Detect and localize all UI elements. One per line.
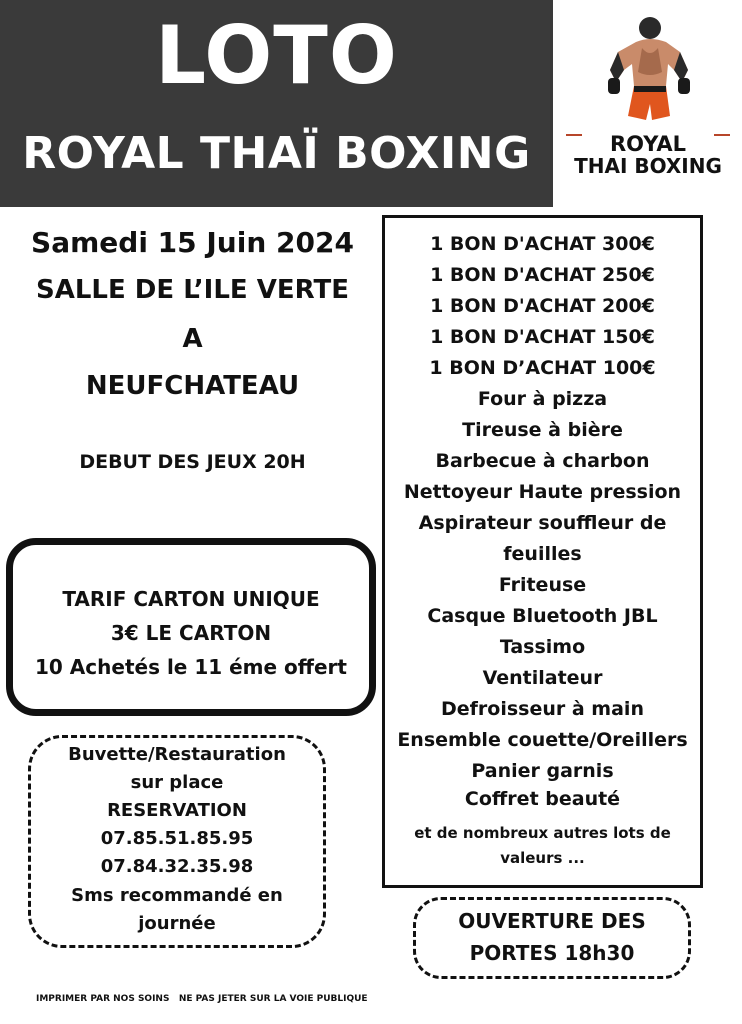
prize-item: Four à pizza (477, 388, 608, 410)
prize-item: Casque Bluetooth JBL (427, 605, 658, 627)
prize-item: 1 BON D'ACHAT 150€ (430, 326, 655, 348)
prize-item: Panier garnis (471, 760, 614, 782)
club-name: ROYAL THAÏ BOXING (22, 128, 531, 179)
prize-item: 1 BON D'ACHAT 250€ (430, 264, 655, 286)
event-city: NEUFCHATEAU (85, 371, 300, 401)
reservation-label: RESERVATION (107, 800, 247, 821)
boxer-figure-icon (558, 8, 738, 128)
prizes-box (382, 215, 703, 888)
tarif-title: TARIF CARTON UNIQUE (62, 587, 320, 611)
prize-item: Nettoyeur Haute pression (403, 481, 682, 503)
game-start-time: DEBUT DES JEUX 20H (79, 451, 306, 473)
buvette-title: Buvette/Restauration (68, 744, 286, 765)
prize-item: 1 BON D’ACHAT 100€ (429, 357, 656, 379)
sms-note-end: journée (138, 913, 216, 934)
buvette-subtitle: sur place (130, 772, 224, 793)
doors-open-time: PORTES 18h30 (469, 941, 635, 965)
prize-item: 1 BON D'ACHAT 300€ (430, 233, 655, 255)
event-date: Samedi 15 Juin 2024 (31, 226, 354, 259)
event-connector: A (182, 324, 203, 354)
prize-item: et de nombreux autres lots de (414, 824, 671, 842)
prize-item: Ensemble couette/Oreillers (397, 729, 688, 751)
prize-item: Friteuse (498, 574, 587, 596)
prize-item: valeurs ... (500, 849, 585, 867)
tarif-price: 3€ LE CARTON (110, 621, 272, 645)
tarif-offer: 10 Achetés le 11 éme offert (35, 655, 347, 679)
logo-line-royal: ROYAL (609, 132, 687, 156)
logo-line-thai-boxing: THAI BOXING (574, 154, 722, 178)
phone-number: 07.85.51.85.95 (100, 828, 254, 849)
club-logo (558, 8, 738, 200)
poster-title: LOTO (155, 9, 398, 102)
prize-item: Defroisseur à main (441, 698, 644, 720)
tarif-box (6, 538, 376, 716)
sms-note: Sms recommandé en (71, 885, 283, 906)
doors-open-box (413, 897, 691, 979)
prize-item: Ventilateur (482, 667, 603, 689)
prize-item: 1 BON D'ACHAT 200€ (430, 295, 655, 317)
header-band (0, 0, 553, 207)
prize-item: feuilles (503, 543, 582, 565)
prize-item: Tassimo (499, 636, 586, 658)
prize-item: Tireuse à bière (462, 419, 623, 441)
doors-open-label: OUVERTURE DES (458, 909, 646, 933)
prize-item: Coffret beauté (464, 788, 621, 810)
prize-item: Barbecue à charbon (435, 450, 650, 472)
prize-item: Aspirateur souffleur de (418, 512, 667, 534)
footer-note: IMPRIMER PAR NOS SOINS NE PAS JETER SUR LA VOIE PUBLIQUE (36, 994, 368, 1004)
phone-number: 07.84.32.35.98 (100, 856, 254, 877)
buvette-box (28, 735, 326, 948)
event-venue: SALLE DE L’ILE VERTE (36, 275, 349, 305)
